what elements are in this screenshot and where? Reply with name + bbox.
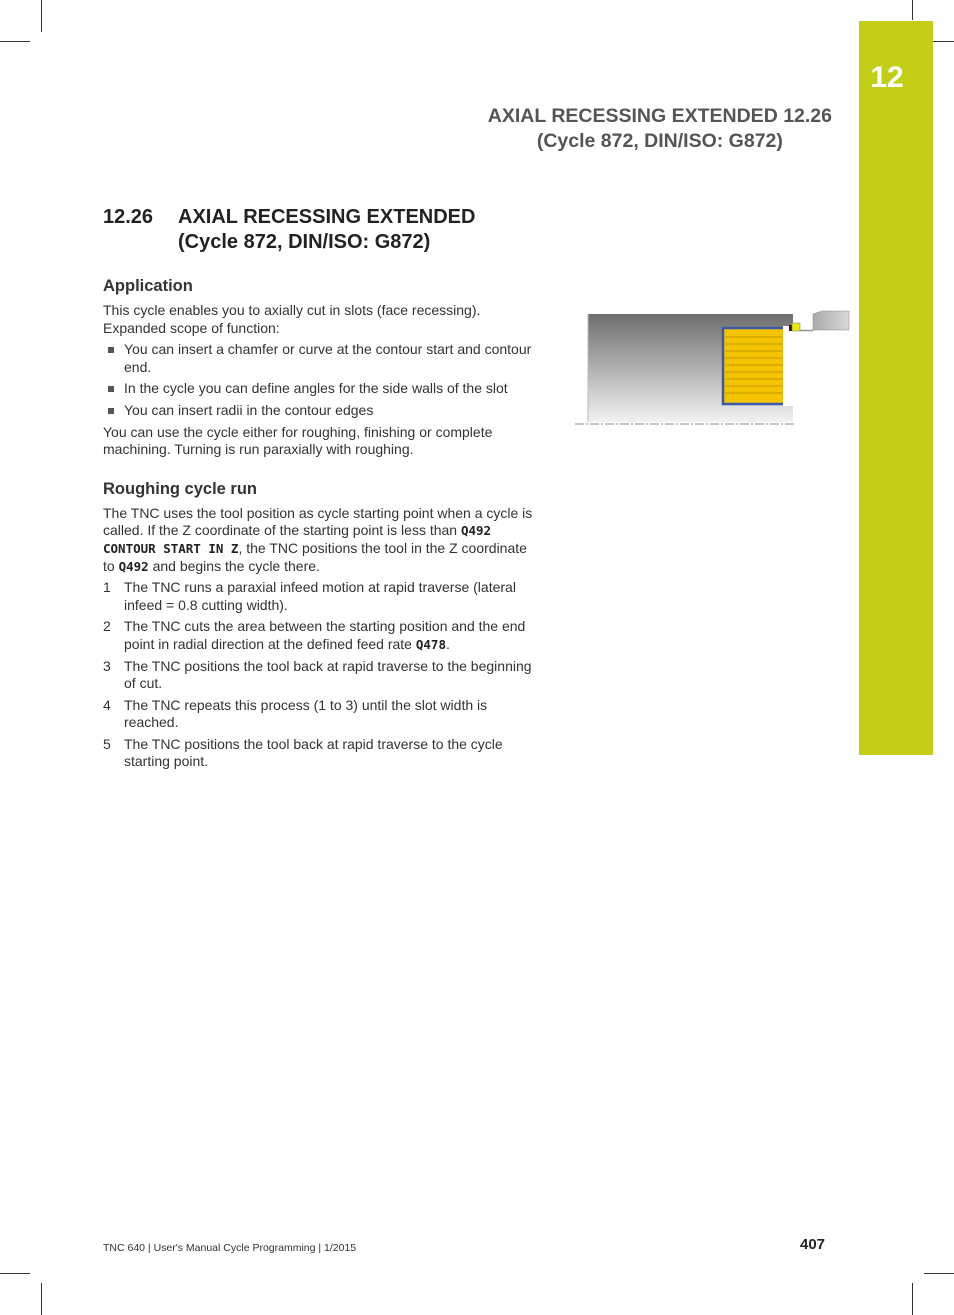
square-bullet-icon xyxy=(108,347,114,353)
square-bullet-icon xyxy=(108,408,114,414)
section-title-line1: AXIAL RECESSING EXTENDED xyxy=(178,206,476,228)
crop-mark xyxy=(912,0,913,20)
running-head-line1: AXIAL RECESSING EXTENDED 12.26 xyxy=(487,105,832,127)
roughing-heading: Roughing cycle run xyxy=(103,479,258,498)
parameter-q492: Q492 xyxy=(118,558,149,574)
crop-mark xyxy=(924,1273,954,1274)
roughing-paragraph: The TNC uses the tool position as cycle starting point when a cycle is called. If the Z coordinate of the starting point is less than Q492 CONTOUR START IN Z, the TNC positions the tool in the Z coordinate to Q492 and begins the cycle there. xyxy=(103,504,533,574)
square-bullet-icon xyxy=(108,386,114,392)
roughing-steps xyxy=(103,579,533,771)
crop-mark xyxy=(0,41,30,42)
crop-mark xyxy=(41,0,42,32)
footer-text: TNC 640 | User's Manual Cycle Programming | 1/2015 xyxy=(103,1242,357,1254)
section-number: 12.26 xyxy=(103,206,154,228)
list-item: 2 The TNC cuts the area between the starting position and the end point in radial direction at the defined feed rate Q478. xyxy=(103,618,526,652)
main-content xyxy=(103,276,533,775)
crop-mark xyxy=(41,1283,42,1315)
running-head-line2: (Cycle 872, DIN/ISO: G872) xyxy=(536,130,783,152)
page-number: 407 xyxy=(800,1236,826,1253)
list-item: 3 The TNC positions the tool back at rapid traverse to the beginning of cut. xyxy=(103,657,532,692)
axial-recessing-figure xyxy=(573,308,851,428)
crop-mark xyxy=(912,1283,913,1315)
cut-white-band xyxy=(783,326,795,406)
application-heading: Application xyxy=(103,277,193,295)
tool-tip xyxy=(792,323,800,331)
chapter-number: 12 xyxy=(870,61,904,94)
slot-region xyxy=(723,328,791,404)
list-item: 5 The TNC positions the tool back at rapid traverse to the cycle starting point. xyxy=(103,735,503,770)
list-item: You can insert radii in the contour edges xyxy=(103,402,533,420)
parameter-q478: Q478 xyxy=(415,636,446,652)
section-title-line2: (Cycle 872, DIN/ISO: G872) xyxy=(178,231,431,253)
application-intro: This cycle enables you to axially cut in slots (face recessing). Expanded scope of function: xyxy=(103,302,481,336)
list-item: 4 The TNC repeats this process (1 to 3) until the slot width is reached. xyxy=(103,696,488,731)
list-item: In the cycle you can define angles for the side walls of the slot xyxy=(103,380,533,398)
tool-holder xyxy=(800,311,849,331)
section-title xyxy=(103,205,475,255)
list-item: You can insert a chamfer or curve at the contour start and contour end. xyxy=(103,341,533,376)
crop-mark xyxy=(0,1273,30,1274)
running-head xyxy=(488,104,832,154)
list-item: 1 The TNC runs a paraxial infeed motion at rapid traverse (lateral infeed = 0.8 cutting width). xyxy=(103,579,516,613)
parameter-q492-contour-start: Q492 CONTOUR START IN Z xyxy=(103,523,492,556)
chapter-tab xyxy=(859,21,933,755)
application-closing: You can use the cycle either for roughing, finishing or complete machining. Turning is run paraxially with roughing. xyxy=(103,423,493,458)
application-bullet-list xyxy=(103,341,533,419)
